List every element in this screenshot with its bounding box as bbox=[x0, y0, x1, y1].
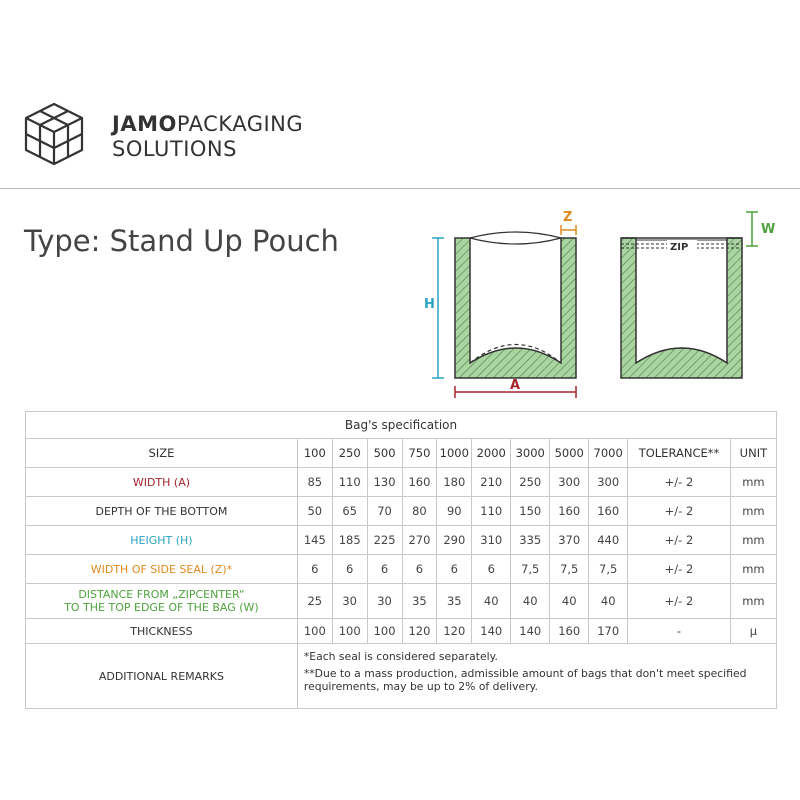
brand-name-rest: PACKAGING bbox=[176, 112, 304, 136]
table-cell: 6 bbox=[437, 555, 472, 584]
table-cell: 40 bbox=[511, 584, 550, 619]
table-row bbox=[26, 526, 777, 555]
table-cell: 50 bbox=[297, 497, 332, 526]
header-size-cell: 750 bbox=[402, 439, 437, 468]
unit-cell: mm bbox=[730, 584, 776, 619]
table-cell: 7,5 bbox=[511, 555, 550, 584]
row-label-width: WIDTH (A) bbox=[26, 468, 298, 497]
dimension-z bbox=[561, 210, 576, 235]
table-cell: 370 bbox=[550, 526, 589, 555]
table-cell: 40 bbox=[472, 584, 511, 619]
table-row bbox=[26, 468, 777, 497]
remark-line: **Due to a mass production, admissible amount of bags that don't meet specified requirements, may be up to 2% of delivery. bbox=[303, 667, 747, 693]
table-cell: 35 bbox=[402, 584, 437, 619]
tolerance-cell: +/- 2 bbox=[628, 526, 731, 555]
table-cell: 7,5 bbox=[550, 555, 589, 584]
header-divider bbox=[0, 188, 800, 189]
table-cell: 80 bbox=[402, 497, 437, 526]
dimension-h bbox=[424, 238, 444, 378]
spec-table bbox=[25, 411, 777, 709]
header-size-cell: 250 bbox=[332, 439, 367, 468]
unit-cell: mm bbox=[730, 468, 776, 497]
table-cell: 25 bbox=[297, 584, 332, 619]
table-cell: 40 bbox=[589, 584, 628, 619]
tolerance-cell: - bbox=[628, 619, 731, 644]
table-cell: 310 bbox=[472, 526, 511, 555]
table-cell: 90 bbox=[437, 497, 472, 526]
dimension-w bbox=[746, 212, 775, 246]
label-z: Z bbox=[563, 210, 573, 225]
table-cell: 140 bbox=[511, 619, 550, 644]
header-unit: UNIT bbox=[730, 439, 776, 468]
pouch-diagram bbox=[418, 198, 778, 408]
dimension-a bbox=[455, 378, 576, 398]
table-cell: 40 bbox=[550, 584, 589, 619]
label-a: A bbox=[510, 378, 521, 393]
table-cell: 30 bbox=[367, 584, 402, 619]
table-cell: 65 bbox=[332, 497, 367, 526]
table-row bbox=[26, 497, 777, 526]
row-label-thickness: THICKNESS bbox=[26, 619, 298, 644]
table-cell: 160 bbox=[402, 468, 437, 497]
row-label-line: TO THE TOP EDGE OF THE BAG (W) bbox=[64, 601, 259, 614]
table-cell: 130 bbox=[367, 468, 402, 497]
table-cell: 335 bbox=[511, 526, 550, 555]
table-cell: 145 bbox=[297, 526, 332, 555]
label-h: H bbox=[424, 297, 435, 312]
table-cell: 120 bbox=[437, 619, 472, 644]
table-cell: 6 bbox=[297, 555, 332, 584]
table-cell: 150 bbox=[511, 497, 550, 526]
table-cell: 290 bbox=[437, 526, 472, 555]
table-cell: 30 bbox=[332, 584, 367, 619]
tolerance-cell: +/- 2 bbox=[628, 497, 731, 526]
remarks-row bbox=[26, 644, 777, 709]
table-cell: 100 bbox=[332, 619, 367, 644]
table-cell: 180 bbox=[437, 468, 472, 497]
header-size-cell: 3000 bbox=[511, 439, 550, 468]
table-row bbox=[26, 584, 777, 619]
tolerance-cell: +/- 2 bbox=[628, 555, 731, 584]
table-cell: 210 bbox=[472, 468, 511, 497]
row-label-line: DISTANCE FROM „ZIPCENTER“ bbox=[78, 588, 245, 601]
table-cell: 250 bbox=[511, 468, 550, 497]
brand-name-bold: JAMO bbox=[112, 112, 177, 136]
header-tolerance: TOLERANCE** bbox=[628, 439, 731, 468]
table-header-row bbox=[26, 439, 777, 468]
table-cell: 6 bbox=[472, 555, 511, 584]
table-cell: 35 bbox=[437, 584, 472, 619]
table-cell: 120 bbox=[402, 619, 437, 644]
cube-logo-icon bbox=[24, 100, 104, 170]
header-size: SIZE bbox=[26, 439, 298, 468]
table-cell: 6 bbox=[367, 555, 402, 584]
header-size-cell: 1000 bbox=[437, 439, 472, 468]
table-cell: 85 bbox=[297, 468, 332, 497]
row-label-height: HEIGHT (H) bbox=[26, 526, 298, 555]
header-size-cell: 500 bbox=[367, 439, 402, 468]
header-size-cell: 2000 bbox=[472, 439, 511, 468]
table-cell: 160 bbox=[589, 497, 628, 526]
label-zip: ZIP bbox=[670, 242, 689, 253]
table-cell: 110 bbox=[472, 497, 511, 526]
tolerance-cell: +/- 2 bbox=[628, 584, 731, 619]
row-label-depth: DEPTH OF THE BOTTOM bbox=[26, 497, 298, 526]
unit-cell: mm bbox=[730, 497, 776, 526]
table-caption: Bag's specification bbox=[26, 412, 777, 439]
table-cell: 100 bbox=[297, 619, 332, 644]
header-size-cell: 5000 bbox=[550, 439, 589, 468]
row-label-side-seal: WIDTH OF SIDE SEAL (Z)* bbox=[26, 555, 298, 584]
remark-line: *Each seal is considered separately. bbox=[303, 650, 498, 663]
remarks-text bbox=[297, 644, 776, 709]
unit-cell: μ bbox=[730, 619, 776, 644]
table-cell: 160 bbox=[550, 497, 589, 526]
table-cell: 270 bbox=[402, 526, 437, 555]
remarks-label: ADDITIONAL REMARKS bbox=[26, 644, 298, 709]
brand-logo bbox=[24, 100, 304, 170]
brand-name bbox=[112, 112, 303, 136]
table-cell: 225 bbox=[367, 526, 402, 555]
table-cell: 170 bbox=[589, 619, 628, 644]
table-cell: 6 bbox=[402, 555, 437, 584]
table-cell: 440 bbox=[589, 526, 628, 555]
table-cell: 300 bbox=[589, 468, 628, 497]
unit-cell: mm bbox=[730, 555, 776, 584]
page-title: Type: Stand Up Pouch bbox=[24, 224, 339, 258]
table-cell: 300 bbox=[550, 468, 589, 497]
table-cell: 7,5 bbox=[589, 555, 628, 584]
table-cell: 185 bbox=[332, 526, 367, 555]
header-size-cell: 100 bbox=[297, 439, 332, 468]
table-cell: 110 bbox=[332, 468, 367, 497]
table-cell: 6 bbox=[332, 555, 367, 584]
table-cell: 160 bbox=[550, 619, 589, 644]
table-row bbox=[26, 555, 777, 584]
pouch-back-view bbox=[621, 238, 742, 378]
table-row bbox=[26, 619, 777, 644]
header-size-cell: 7000 bbox=[589, 439, 628, 468]
table-cell: 70 bbox=[367, 497, 402, 526]
table-cell: 140 bbox=[472, 619, 511, 644]
table-cell: 100 bbox=[367, 619, 402, 644]
label-w: W bbox=[761, 222, 776, 237]
brand-subtitle: SOLUTIONS bbox=[112, 137, 237, 161]
unit-cell: mm bbox=[730, 526, 776, 555]
tolerance-cell: +/- 2 bbox=[628, 468, 731, 497]
pouch-front-view bbox=[455, 232, 576, 378]
row-label-zip-distance bbox=[26, 584, 298, 619]
